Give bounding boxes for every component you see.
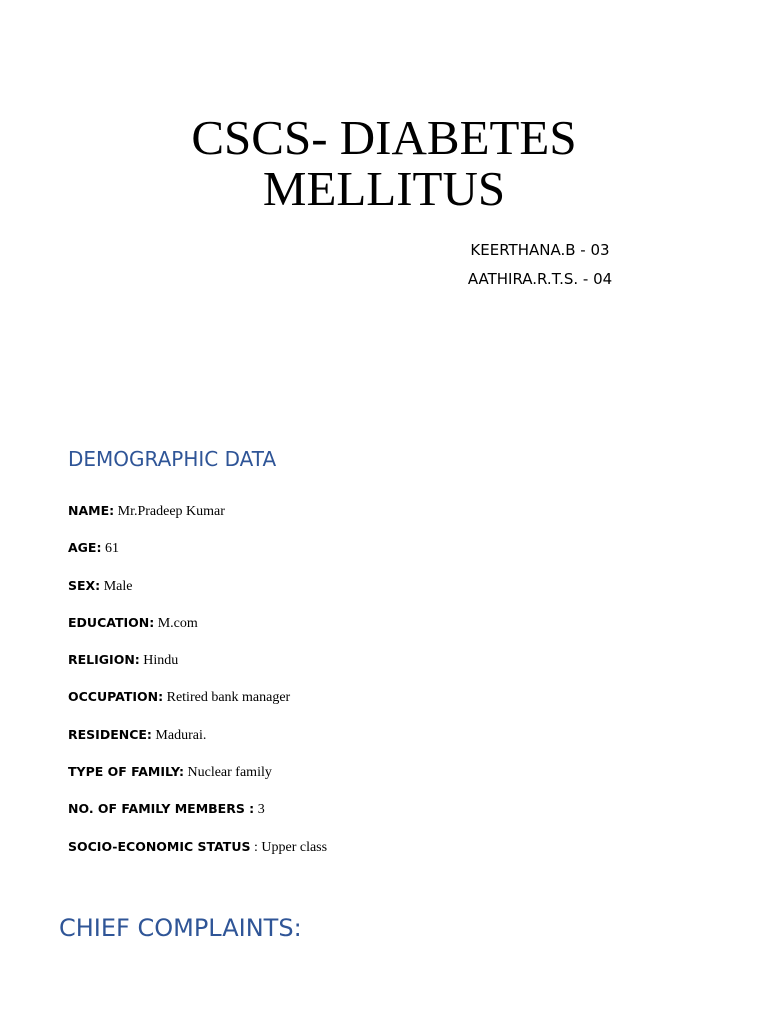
field-family-members [68, 799, 327, 836]
field-value: Hindu [139, 653, 179, 669]
field-age [68, 538, 327, 575]
field-label: SEX: [68, 577, 101, 593]
field-value: 61 [101, 541, 119, 557]
author-2: AATHIRA.R.T.S. - 04 [467, 270, 613, 288]
field-value: Male [100, 578, 133, 594]
field-label: OCCUPATION: [68, 689, 164, 705]
field-socio-economic-status [68, 837, 327, 874]
field-education [68, 613, 327, 650]
field-occupation [68, 687, 327, 724]
field-label: NO. OF FAMILY MEMBERS : [68, 801, 255, 817]
field-label: AGE: [68, 540, 102, 556]
field-sex [68, 576, 327, 613]
author-1: KEERTHANA.B - 03 [470, 241, 610, 259]
field-label: RESIDENCE: [68, 726, 152, 742]
field-value: M.com [154, 615, 198, 631]
demographic-data-heading: DEMOGRAPHIC DATA [68, 447, 277, 471]
demographic-field-list [68, 501, 327, 874]
field-value: Mr.Pradeep Kumar [114, 504, 225, 519]
chief-complaints-heading: CHIEF COMPLAINTS: [59, 914, 302, 942]
field-value: : Upper class [250, 839, 328, 855]
author-list [430, 236, 650, 294]
field-label: NAME: [68, 503, 115, 518]
field-label: EDUCATION: [68, 614, 155, 630]
field-residence [68, 725, 327, 762]
field-type-of-family [68, 762, 327, 799]
field-value: 3 [254, 802, 265, 818]
title-line-2: MELLITUS [262, 161, 506, 216]
field-label: SOCIO-ECONOMIC STATUS [68, 838, 251, 854]
field-label: TYPE OF FAMILY: [68, 764, 184, 780]
field-religion [68, 650, 327, 687]
field-label: RELIGION: [68, 652, 140, 668]
document-title [0, 112, 768, 214]
field-value: Retired bank manager [163, 690, 291, 706]
field-value: Nuclear family [184, 765, 272, 781]
field-name [68, 501, 327, 538]
field-value: Madurai. [151, 727, 207, 743]
title-line-1: CSCS- DIABETES [191, 110, 577, 165]
